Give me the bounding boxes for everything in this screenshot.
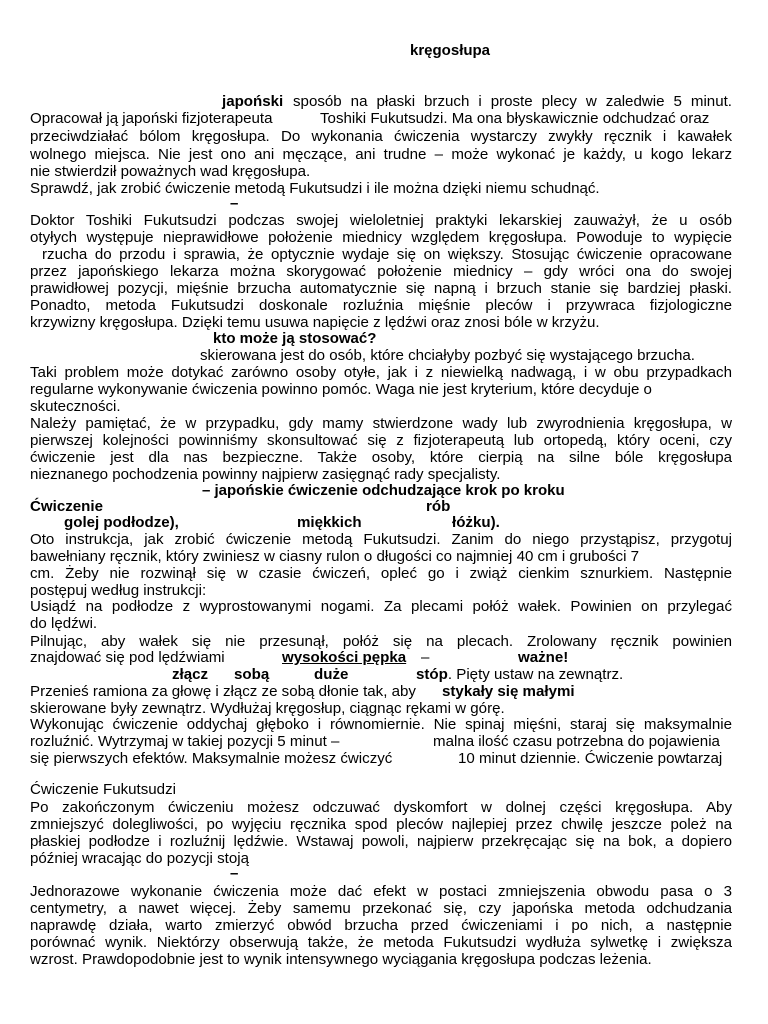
- intro-text: sposób na płaski brzuch i proste plecy w zaledwie 5 minut.: [293, 93, 732, 110]
- intro-bold: japoński: [222, 93, 284, 110]
- section-heading-fukutsudzi: Ćwiczenie Fukutsudzi: [30, 781, 176, 798]
- navel-height: wysokości pępka: [282, 649, 407, 666]
- section-heading-steps: – japońskie ćwiczenie odchudzające krok po kroku: [202, 482, 565, 499]
- page-title: kręgosłupa: [410, 42, 491, 59]
- section-heading-who: kto może ją stosować?: [213, 330, 377, 347]
- dash-mark-2: –: [230, 865, 239, 882]
- dash-mark: –: [230, 195, 239, 212]
- document-page: kręgosłupa japoński sposób na płaski brzuch i proste plecy w zaledwie 5 minut. Opracował ją japoński fizjoterapeuta Toshiki Fukutsudzi. Ma ona błyskawicznie odchudzać oraz przeciwdziałać bólom kręgosłupa. Do wykonania ćwiczenia wystarczy zwykły ręcznik i kawałek wolnego miejsca. Nie jest ono ani męczące, ani trudne – może wykonać je każdy, u kogo lekarz nie stwierdził poważnych wad kręgosłupa. Sprawdź, jak zrobić ćwiczenie metodą Fukutsudzi i ile można dzięki niemu schudnąć. – Doktor Toshiki Fukutsudzi podczas swojej wieloletniej praktyki lekarskiej zauważył, że u osób otyłych występuje nieprawidłowe położenie miednicy względem kręgosłupa. Powoduje to wypięcie rzucha do przodu i sprawia, że optycznie wydaje się on większy. Stosując ćwiczenie opracowane przez japońskiego lekarza można skorygować położenie miednicy – gdy wróci ona do swojej prawidłowej pozycji, mięśnie brzucha automatycznie się napną i brzuch stanie się bardziej płaski. Ponadto, metoda Fukutsudzi doskonale rozluźnia mięśnie pleców i przywraca fizjologiczne krzywizny kręgosłupa. Dzięki temu usuwa napięcie z lędźwi oraz znosi bóle w krzyżu. kto może ją stosować? skierowana jest do osób, które chciałyby pozbyć się wystającego brzucha. Taki problem może dotykać zarówno osoby otyłe, jak i z niewielką nadwagą, i w obu przypadkach regularne wykonywanie ćwiczenia powinno pomóc. Waga nie jest kryterium, które decyduje o skuteczności. Należy pamiętać, że w przypadku, gdy mamy stwierdzone wady lub zwyrodnienia kręgosłupa, w pierwszej kolejności powinniśmy skonsultować się z fizjoterapeutą lub ortopedą, który oceni, czy ćwiczenie jest dla nas bezpieczne. Także osoby, które cierpią na silne bóle kręgosłupa nieznanego pochodzenia powinny najpierw zasięgnąć rady specjalisty. – japońskie ćwiczenie odchudzające krok po kroku Ćwiczenie rób golej podłodze), miękkich łóżku). Oto instrukcja, jak zrobić ćwiczenie metodą Fukutsudzi. Zanim do niego przystąpisz, przygotuj bawełniany ręcznik, który zwiniesz w ciasny rulon o długości co najmniej 40 cm i grubości 7 cm. Żeby nie rozwinął się w czasie ćwiczeń, opleć go i zwiąż cienkim sznurkiem. Następnie postępuj według instrukcji: Usiądź na podłodze z wyprostowanymi nogami. Za plecami połóż wałek. Powinien on przylegać do lędźwi. Pilnując, aby wałek się nie przesunął, połóż się na plecach. Zrolowany ręcznik powinien znajdować się pod lędźwiami wysokości pępka – ważne! złącz sobą duże stóp. Pięty ustaw na zewnątrz. Przenieś ramiona za głowę i złącz ze sobą dłonie tak, aby stykały się małymi skierowane były zewnątrz. Wydłużaj kręgosłup, ciągnąc rękami w górę. Wykonując ćwiczenie oddychaj głęboko i równomiernie. Nie spinaj mięśni, staraj się maksymalnie rozluźnić. Wytrzymaj w takiej pozycji 5 minut – malna ilość czasu potrzebna do pojawienia się pierwszych efektów. Maksymalnie możesz ćwiczyć 10 minut dziennie. Ćwiczenie powtarzaj Ćwiczenie Fukutsudzi Po zakończonym ćwiczeniu możesz odczuwać dyskomfort w dolnej części kręgosłupa. Aby zmniejszyć dolegliwości, po wyjęciu ręcznika spod pleców najlepiej przez chwilę jeszcze poleż na płaskiej podłodze i rozluźnij lędźwie. Wstawaj powoli, najpierw przekręcając się na bok, a dopiero później wracając do pozycji stoją – Jednorazowe wykonanie ćwiczenia może dać efekt w postaci zmniejszenia obwodu pasa o 3 centymetry, a nawet więcej. Żeby samemu przekonać się, czy japońska metoda odchudzania naprawdę działa, warto zmierzyć obwód brzucha przed ćwiczeniami i po nich, a następnie porównać wynik. Niektórzy obserwują także, że metoda Fukutsudzi wydłuża sylwetkę i zwiększa wzrost. Prawdopodobnie jest to wynik intensywnego wyciągania kręgosłupa podczas leżenia.: [30, 42, 732, 968]
- important-note: ważne!: [518, 649, 569, 666]
